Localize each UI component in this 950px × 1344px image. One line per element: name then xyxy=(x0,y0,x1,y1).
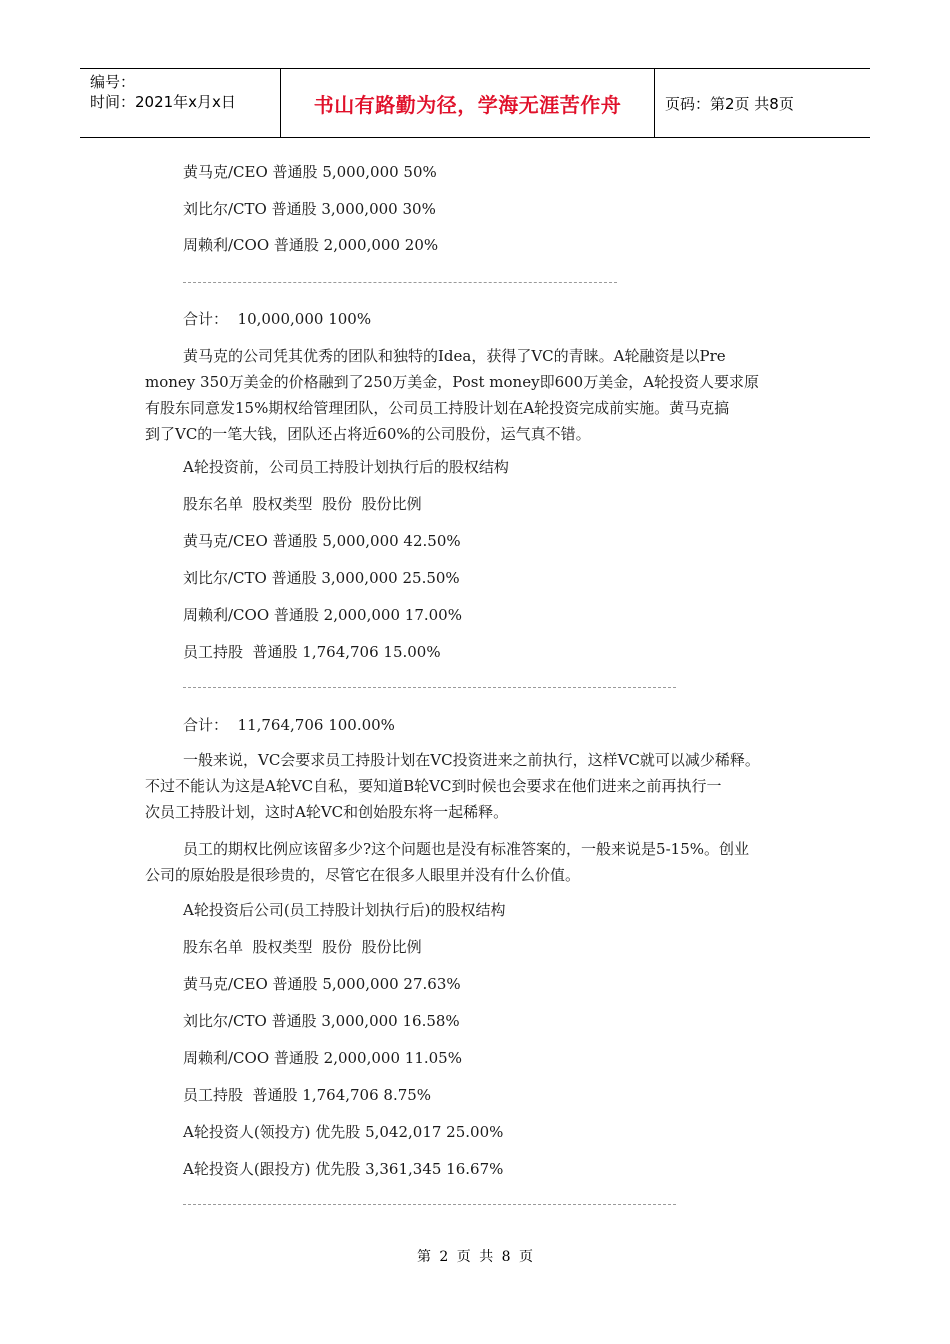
paragraph-2: 一般来说，VC会要求员工持股计划在VC投资进来之前执行，这样VC就可以减少稀释。 不过不能认为这是A轮VC自私，要知道B轮VC到时候也会要求在他们进来之前再执行一 次员工持股计划，这时A轮VC和创始股东将一起稀释。 xyxy=(145,751,760,821)
s2-row: 周赖利/COO 普通股 2,000,000 17.00% xyxy=(183,606,462,624)
header-meta xyxy=(80,69,281,137)
separator-line xyxy=(183,282,617,283)
time-label: 时间：2021年x月x日 xyxy=(90,93,236,111)
s2-row: 黄马克/CEO 普通股 5,000,000 42.50% xyxy=(183,532,461,550)
s3-row: A轮投资人(领投方) 优先股 5,042,017 25.00% xyxy=(183,1123,504,1141)
number-label: 编号： xyxy=(90,73,136,91)
header-motto: 书山有路勤为径，学海无涯苦作舟 xyxy=(281,69,655,137)
paragraph-1: 黄马克的公司凭其优秀的团队和独特的Idea，获得了VC的青睐。A轮融资是以Pre money 350万美金的价格融到了250万美金，Post money即600万美金，A轮投资人要求原 有股东同意发15%期权给管理团队，公司员工持股计划在A轮投资完成前实施。黄马克搞 到了VC的一笔大钱，团队还占将近60%的公司股份，运气真不错。 xyxy=(145,347,760,443)
s2-title: A轮投资前，公司员工持股计划执行后的股权结构 xyxy=(183,458,509,476)
s1-row: 刘比尔/CTO 普通股 3,000,000 30% xyxy=(183,200,436,218)
s3-title: A轮投资后公司(员工持股计划执行后)的股权结构 xyxy=(183,901,506,919)
separator-line xyxy=(183,1204,676,1205)
s3-row: A轮投资人(跟投方) 优先股 3,361,345 16.67% xyxy=(183,1160,504,1178)
s2-header: 股东名单 股权类型 股份 股份比例 xyxy=(183,495,422,513)
s1-total: 合计： 10,000,000 100% xyxy=(183,310,372,328)
separator-line xyxy=(183,687,676,688)
page-footer: 第 2 页 共 8 页 xyxy=(416,1249,534,1265)
page-header xyxy=(80,68,870,138)
header-page-label: 页码：第2页 共8页 xyxy=(665,94,794,113)
s1-row: 黄马克/CEO 普通股 5,000,000 50% xyxy=(183,163,437,181)
s3-row: 刘比尔/CTO 普通股 3,000,000 16.58% xyxy=(183,1012,460,1030)
s3-row: 周赖利/COO 普通股 2,000,000 11.05% xyxy=(183,1049,462,1067)
s2-row: 刘比尔/CTO 普通股 3,000,000 25.50% xyxy=(183,569,460,587)
s3-row: 黄马克/CEO 普通股 5,000,000 27.63% xyxy=(183,975,461,993)
s1-row: 周赖利/COO 普通股 2,000,000 20% xyxy=(183,236,439,254)
s3-header: 股东名单 股权类型 股份 股份比例 xyxy=(183,938,422,956)
s2-total: 合计： 11,764,706 100.00% xyxy=(183,716,395,734)
s3-row: 员工持股 普通股 1,764,706 8.75% xyxy=(183,1086,432,1104)
s2-row: 员工持股 普通股 1,764,706 15.00% xyxy=(183,643,441,661)
paragraph-3: 员工的期权比例应该留多少?这个问题也是没有标准答案的，一般来说是5-15%。创业 公司的原始股是很珍贵的，尽管它在很多人眼里并没有什么价值。 xyxy=(145,840,749,884)
